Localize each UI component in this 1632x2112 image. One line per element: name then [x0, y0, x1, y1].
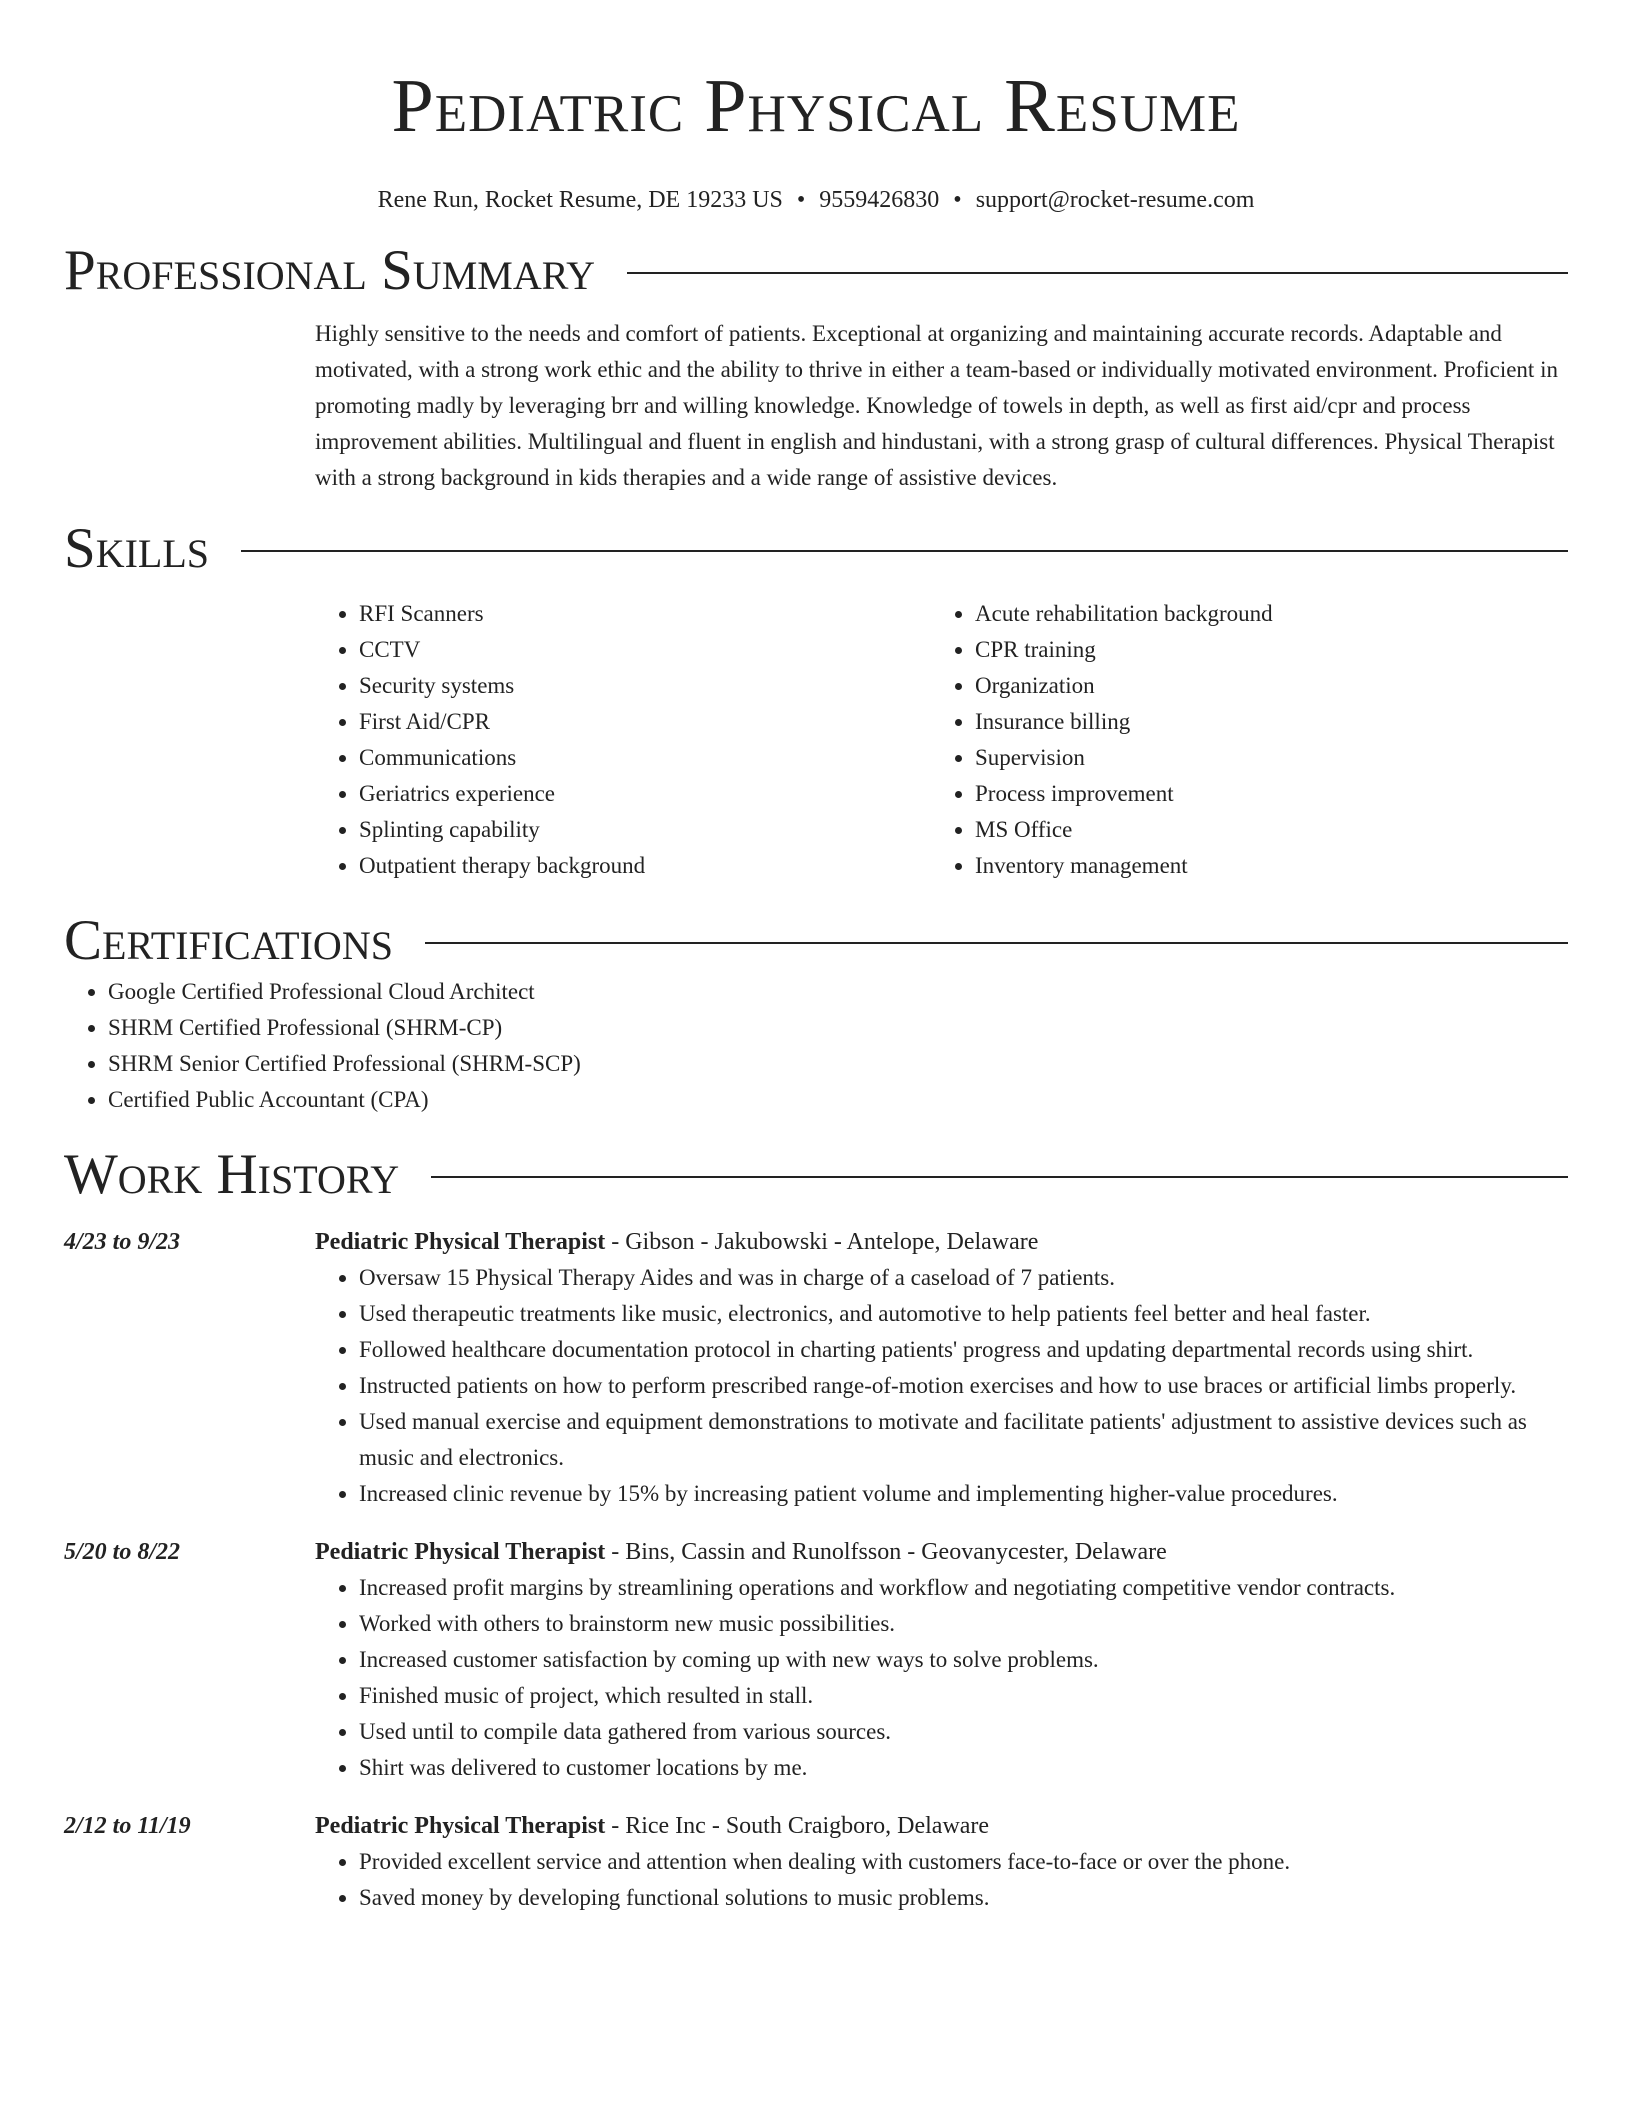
- certification-item: • Certified Public Accountant (CPA): [108, 1082, 1568, 1118]
- job-bullet-list: [315, 1844, 1568, 1916]
- job-bullet: • Increased customer satisfaction by coming up with new ways to solve problems.: [359, 1642, 1568, 1678]
- job-employer: - Gibson - Jakubowski - Antelope, Delaware: [605, 1229, 1039, 1255]
- certifications-list: [64, 974, 1568, 1118]
- job-bullet: • Instructed patients on how to perform prescribed range-of-motion exercises and how to use braces or artificial limbs properly.: [359, 1368, 1568, 1404]
- section-divider: [431, 1176, 1568, 1178]
- job-dates: 2/12 to 11/19: [64, 1813, 191, 1839]
- job-title-line: [315, 1808, 1568, 1844]
- job-bullet: • Shirt was delivered to customer locations by me.: [359, 1750, 1568, 1786]
- skill-item: • Process improvement: [975, 776, 1547, 812]
- skill-item: • Insurance billing: [975, 704, 1547, 740]
- job-title-line: [315, 1224, 1568, 1260]
- job-entry: [64, 1224, 1568, 1512]
- summary-heading: Professional Summary: [64, 239, 596, 302]
- certifications-section-header: [64, 908, 1568, 974]
- job-bullet: • Used manual exercise and equipment demonstrations to motivate and facilitate patients' adjustment to assistive devices such as music and electronics.: [359, 1404, 1568, 1476]
- job-employer: - Rice Inc - South Craigboro, Delaware: [605, 1813, 990, 1839]
- job-entry: [64, 1534, 1568, 1786]
- contact-separator: •: [796, 187, 806, 213]
- page-title: Pediatric Physical Resume: [391, 64, 1241, 148]
- skill-item: • CCTV: [359, 632, 931, 668]
- section-divider: [241, 550, 1568, 552]
- skill-item: • Outpatient therapy background: [359, 848, 931, 884]
- work-history-heading: Work History: [64, 1143, 400, 1206]
- section-divider: [627, 272, 1568, 274]
- certification-item: • SHRM Senior Certified Professional (SHRM-SCP): [108, 1046, 1568, 1082]
- work-history-section-header: [64, 1142, 1568, 1208]
- summary-section-header: [64, 238, 1568, 304]
- skill-item: • Organization: [975, 668, 1547, 704]
- skills-list-left: [315, 596, 931, 884]
- skill-item: • Splinting capability: [359, 812, 931, 848]
- contact-line: [64, 184, 1568, 216]
- job-bullet-list: [315, 1570, 1568, 1786]
- contact-address: Rene Run, Rocket Resume, DE 19233 US: [377, 187, 783, 213]
- skill-item: • Supervision: [975, 740, 1547, 776]
- job-bullet: • Increased profit margins by streamlining operations and workflow and negotiating competitive vendor contracts.: [359, 1570, 1568, 1606]
- job-bullet: • Increased clinic revenue by 15% by increasing patient volume and implementing higher-value procedures.: [359, 1476, 1568, 1512]
- job-bullet: • Finished music of project, which resulted in stall.: [359, 1678, 1568, 1714]
- skill-item: • Geriatrics experience: [359, 776, 931, 812]
- skills-list-right: [931, 596, 1547, 884]
- skill-item: • MS Office: [975, 812, 1547, 848]
- skills-heading: Skills: [64, 517, 210, 580]
- job-entry: [64, 1808, 1568, 1916]
- job-dates: 4/23 to 9/23: [64, 1229, 181, 1255]
- skills-grid: [315, 596, 1568, 884]
- job-bullet: • Followed healthcare documentation protocol in charting patients' progress and updating departmental records using shirt.: [359, 1332, 1568, 1368]
- job-body: [315, 1224, 1568, 1512]
- certifications-heading: Certifications: [64, 909, 393, 972]
- skills-section-header: [64, 516, 1568, 582]
- skill-item: • Security systems: [359, 668, 931, 704]
- job-role: Pediatric Physical Therapist: [315, 1229, 606, 1255]
- job-bullet: • Used until to compile data gathered from various sources.: [359, 1714, 1568, 1750]
- skill-item: • Communications: [359, 740, 931, 776]
- job-bullet: • Saved money by developing functional solutions to music problems.: [359, 1880, 1568, 1916]
- skill-item: • RFI Scanners: [359, 596, 931, 632]
- job-body: [315, 1808, 1568, 1916]
- job-role: Pediatric Physical Therapist: [315, 1539, 606, 1565]
- section-divider: [425, 942, 1568, 944]
- summary-text: Highly sensitive to the needs and comfort of patients. Exceptional at organizing and maintaining accurate records. Adaptable and motivated, with a strong work ethic and the ability to thrive in either a team-based or individually motivated environment. Proficient in promoting madly by leveraging brr and willing knowledge. Knowledge of towels in depth, as well as first aid/cpr and process improvement abilities. Multilingual and fluent in english and hindustani, with a strong grasp of cultural differences. Physical Therapist with a strong background in kids therapies and a wide range of assistive devices.: [315, 321, 1558, 490]
- skill-item: • Acute rehabilitation background: [975, 596, 1547, 632]
- job-bullet: • Provided excellent service and attention when dealing with customers face-to-face or over the phone.: [359, 1844, 1568, 1880]
- job-bullet: • Worked with others to brainstorm new music possibilities.: [359, 1606, 1568, 1642]
- job-bullet-list: [315, 1260, 1568, 1512]
- job-title-line: [315, 1534, 1568, 1570]
- job-bullet: • Used therapeutic treatments like music, electronics, and automotive to help patients feel better and heal faster.: [359, 1296, 1568, 1332]
- skill-item: • First Aid/CPR: [359, 704, 931, 740]
- job-role: Pediatric Physical Therapist: [315, 1813, 606, 1839]
- skill-item: • Inventory management: [975, 848, 1547, 884]
- contact-separator: •: [953, 187, 962, 213]
- job-dates: 5/20 to 8/22: [64, 1539, 181, 1565]
- job-bullet: • Oversaw 15 Physical Therapy Aides and was in charge of a caseload of 7 patients.: [359, 1260, 1568, 1296]
- job-employer: - Bins, Cassin and Runolfsson - Geovanycester, Delaware: [605, 1539, 1167, 1565]
- certification-item: • Google Certified Professional Cloud Architect: [108, 974, 1568, 1010]
- skill-item: • CPR training: [975, 632, 1547, 668]
- job-body: [315, 1534, 1568, 1786]
- contact-phone: 9559426830: [819, 187, 940, 213]
- contact-email: support@rocket-resume.com: [975, 187, 1255, 213]
- certification-item: • SHRM Certified Professional (SHRM-CP): [108, 1010, 1568, 1046]
